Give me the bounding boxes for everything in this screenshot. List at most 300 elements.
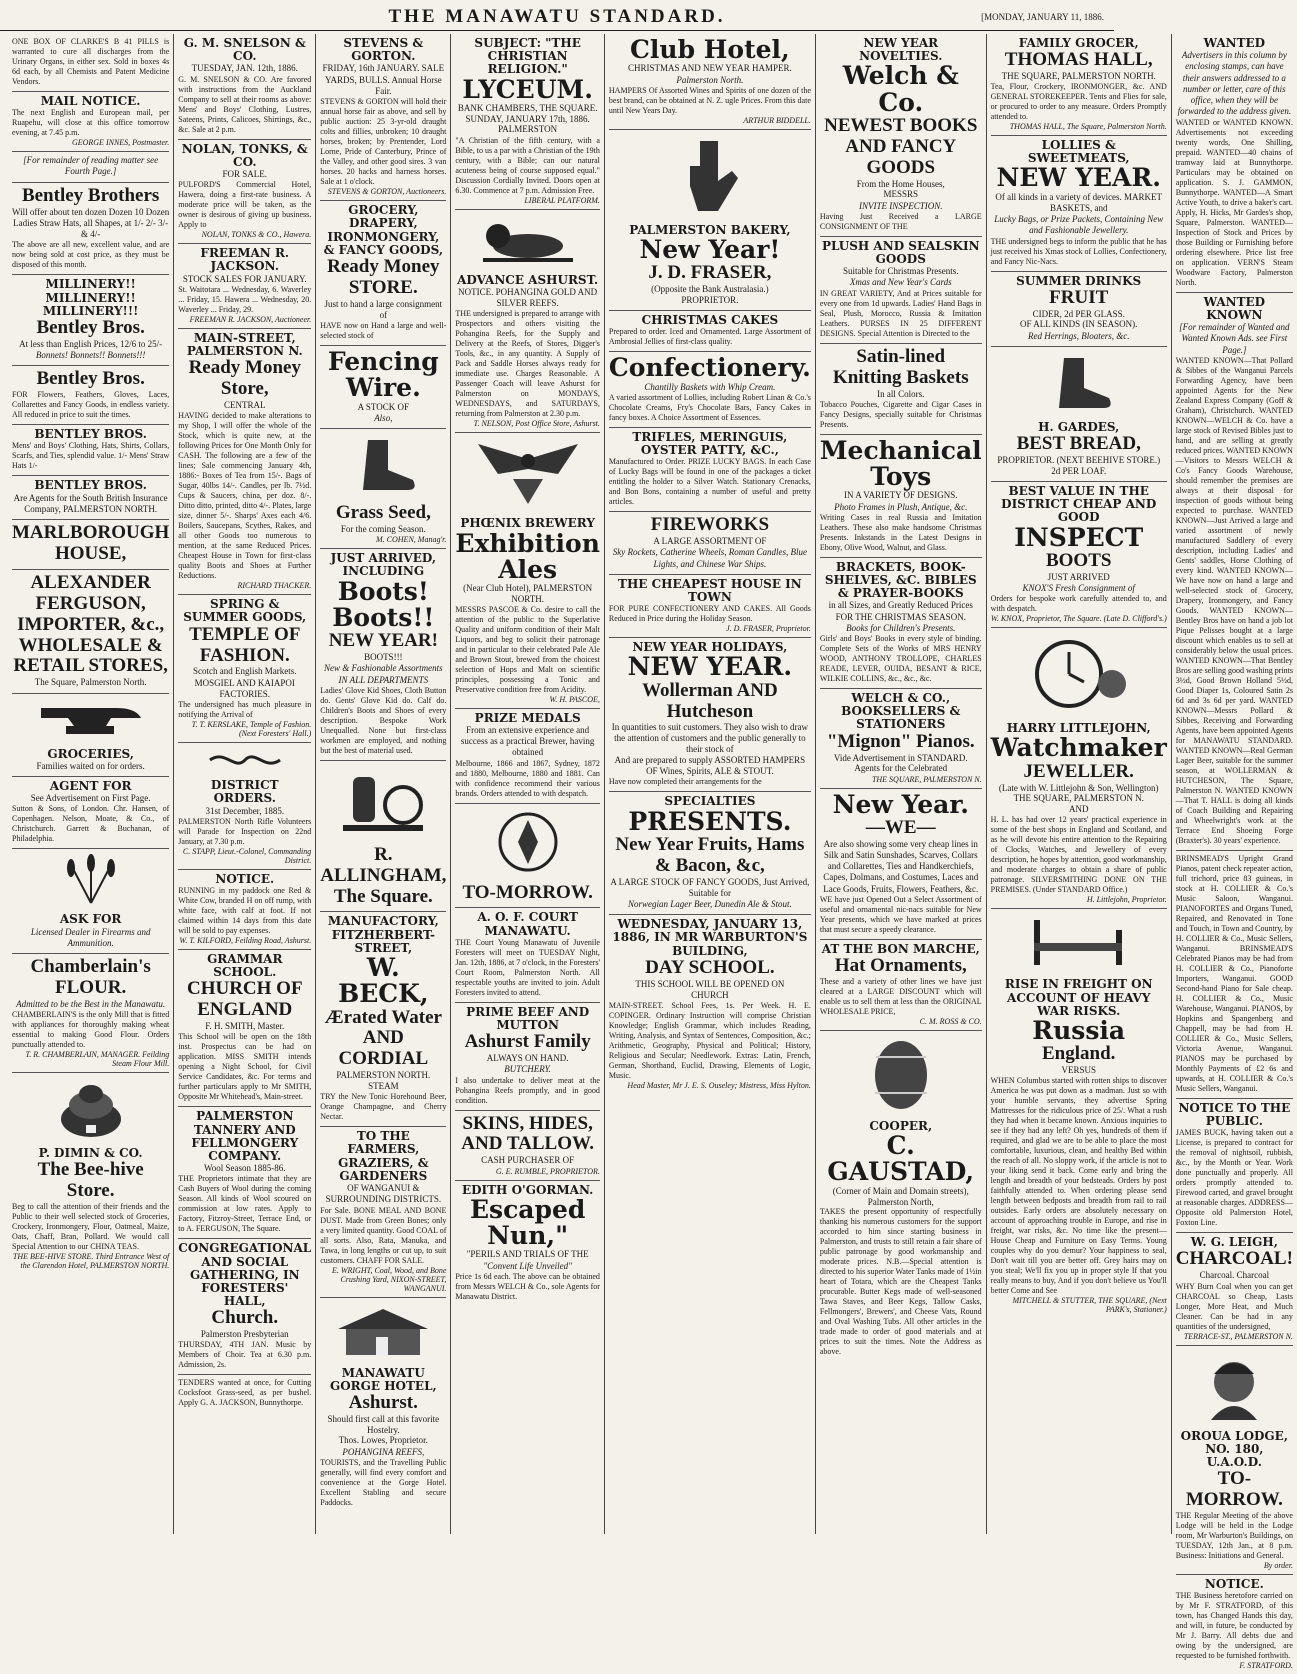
ad-sig: TERRACE-ST., PALMERSTON N. — [1183, 1331, 1293, 1341]
ad-big: New Year Fruits, Hams & Bacon, &c, — [615, 833, 805, 876]
ad-line: STEAM — [368, 1081, 399, 1092]
lion-icon — [455, 216, 600, 271]
ad-sig: J. D. FRASER, Proprietor. — [726, 624, 811, 634]
ad-body: The undersigned has much pleasure in notifying the Arrival of — [178, 700, 312, 720]
ad-big: Bentley Brothers — [21, 184, 160, 206]
ad-line: F. H. SMITH, Master. — [205, 1021, 285, 1032]
ad-line: Palmerston Presbyterian — [200, 1329, 289, 1340]
advertisement — [609, 130, 811, 311]
ad-line: AND — [1068, 804, 1089, 815]
ad-line: Will offer about ten dozen Dozen 10 Dozen Ladies Straw Hats, all Shapes, at 1/- 2/- 3/- & 4/- — [12, 206, 170, 240]
ad-h: NEW YEAR HOLIDAYS, — [632, 640, 788, 655]
advertisement — [12, 476, 169, 520]
ad-huge: Boots! Boots!! — [332, 576, 435, 632]
ad-sub: (Late with W. Littlejohn & Son, Wellington) THE SQUARE, PALMERSTON N. — [998, 782, 1159, 804]
advertisement — [991, 628, 1167, 909]
ad-ital: KNOX'S Fresh Consignment of — [1022, 582, 1135, 593]
ad-line: ALWAYS ON HAND. — [486, 1053, 569, 1064]
ad-ital: Xmas and New Year's Cards — [849, 277, 952, 288]
ad-big: JEWELLER. — [1023, 760, 1134, 782]
ad-big: Wollerman AND Hutcheson — [642, 679, 778, 722]
ad-h: MANUFACTORY, FITZHERBERT-STREET, — [327, 914, 439, 955]
advertisement — [320, 34, 446, 201]
ad-body: H. L. has had over 12 years' practical experience in some of the best shops in England and Scotland, and as he will devote his entire attention to the Repairing of Clocks, Watches, and Jewellery of every description, he hopes by attention, good workmanship, and moderate charges to obtain a share of public patronage. SILVERSMITHING DONE ON THE PREMISES. (Under STANDARD Office.) — [990, 815, 1167, 895]
ad-body: Prepared to order. Iced and Ornamented. Large Assortment of Ambrosial Jellies of first-class quality. — [608, 327, 811, 347]
ad-h: MAIL NOTICE. — [40, 94, 141, 108]
clock-icon — [991, 634, 1167, 719]
ad-ital: Palmerston North. — [676, 74, 744, 85]
advertisement — [178, 950, 311, 1107]
ad-big: SKINS, HIDES, AND TALLOW. — [461, 1112, 594, 1155]
ad-body: CHAMBERLAIN'S is the only Mill that is fitted with appliances for thoroughly making wheat essential to making Good Flour. Orders punctually attended to. — [12, 1010, 170, 1050]
ad-h: SUBJECT: "THE CHRISTIAN RELIGION." — [474, 36, 581, 77]
ad-body: MESSRS PASCOE & Co. desire to call the attention of the public to the Superlative Quality and uniform condition of their Malt Liquors, and beg to solicit their patronage and in particular to their celebrated Pale Ale and Brown Stout, brewed from the choicest selection of Hops and Malt on scientific principles, possessing a Tonic and Preservative condition free from Acidity. — [455, 604, 600, 694]
advertisement — [12, 570, 169, 694]
ad-huge: NEW YEAR. — [627, 652, 793, 682]
column-2 — [174, 34, 316, 1534]
ad-huge: Club Hotel, — [630, 35, 790, 64]
advertisement — [12, 954, 169, 1073]
column-3 — [316, 34, 451, 1534]
ad-big: ALEXANDER FERGUSON, IMPORTER, &c., WHOLESALE & RETAIL STORES, — [13, 571, 168, 677]
ad-line: And are prepared to supply ASSORTED HAMPERS OF Wines, Spirits, ALE & STOUT. — [614, 754, 806, 777]
ad-huge: Watchmaker — [990, 733, 1167, 763]
ad-ital: Books for Children's Presents. — [846, 622, 956, 633]
ad-body: Ladies' Glove Kid Shoes, Cloth Button do. Gents' Glove Kid do. Calf do. Children's Boots and Shoes of every description. Bespoke Work Unequalled. None but first-class workmen are employed, and nothing but the best of material used. — [320, 685, 447, 755]
ad-sub: From the Home Houses, — [856, 178, 945, 189]
boot-icon — [320, 435, 446, 500]
ad-big: MARLBOROUGH HOUSE, — [12, 522, 170, 564]
ad-huge: NEW YEAR. — [996, 163, 1161, 193]
ad-body: Sutton & Sons, of London. Chr. Hansen, of Copenhagen. Nelson, Moate, & Co., of Christchurch. Garrett & Buchanan, of Philadelphia. — [12, 804, 170, 844]
advertisement — [320, 549, 446, 761]
ad-sig: By order. — [1263, 1560, 1293, 1570]
barrel-icon — [820, 1037, 982, 1117]
ad-ital: Advertisers in this column by enclosing stamps, can have their answers addressed to a number or letter, care of this office, when they will be forwarded to the address given. — [1177, 50, 1292, 117]
ad-sig: T. T. KERSLAKE, Temple of Fashion. (Next Foresters' Hall.) — [191, 720, 312, 739]
ad-h: NEW YEAR NOVELTIES. — [859, 36, 943, 64]
ad-body: HAMPERS Of Assorted Wines and Spirits of one dozen of the best brand, can be obtained at N. Z. ugle Prices. From this date until New Years Day. — [608, 85, 811, 115]
ad-sig: H. Littlejohn, Proprietor. — [1086, 895, 1167, 905]
advertisement — [609, 638, 811, 792]
ad-sig: LIBERAL PLATFORM. — [524, 195, 600, 205]
ad-sig: C. M. ROSS & CO. — [919, 1017, 982, 1027]
ad-h: NOTICE. — [215, 871, 275, 886]
masthead — [0, 0, 1114, 31]
ad-ital: Sky Rockets, Catherine Wheels, Roman Candles, Blue Lights, and Chinese War Ships. — [612, 547, 807, 569]
ad-big: Grass Seed, — [335, 502, 431, 524]
ad-ital: Lucky Bags, or Prize Packets, Containing New and Fashionable Jewellery. — [994, 214, 1164, 236]
ad-line: CHURCH — [691, 989, 729, 1000]
ad-h: RISE IN FREIGHT ON ACCOUNT OF HEAVY WAR RISKS. — [1004, 977, 1153, 1018]
advertisement — [991, 272, 1167, 347]
court-icon — [455, 810, 600, 880]
ad-body: Melbourne, 1866 and 1867, Sydney, 1872 and 1880, Melbourne, 1880 and 1881. Can with confidence recommend their various brands. Orders attended to with despatch. — [455, 758, 600, 798]
advertisement — [820, 344, 982, 435]
ad-big: DAY SCHOOL. — [645, 956, 775, 978]
advertisement — [178, 140, 311, 245]
advertisement — [820, 789, 982, 940]
ad-line: in all Sizes, and Greatly Reduced Prices FOR THE CHRISTMAS SEASON. — [828, 600, 973, 622]
ad-line: Agents for the Celebrated — [854, 763, 948, 774]
ad-h: FAMILY GROCER, — [1018, 36, 1139, 50]
advertisement — [1176, 1575, 1293, 1674]
machine-icon — [320, 767, 446, 842]
ad-sub: (Near Club Hotel), PALMERSTON NORTH. — [463, 583, 593, 604]
ad-sig: G. E. RUMBLE, PROPRIETOR. — [495, 1166, 600, 1176]
ad-h: ADVANCE ASHURST. — [457, 272, 599, 287]
advertisement — [178, 595, 311, 743]
advertisement — [12, 92, 169, 152]
ad-h: W. G. LEIGH, — [1190, 1235, 1278, 1250]
ad-h: STEVENS & GORTON. — [343, 36, 424, 64]
ad-line: Just to hand a large consignment of — [324, 298, 443, 320]
ad-body: For Sale. BONE MEAL AND BONE DUST. Made from Green Bones; only a very limited quantity. Good COAL of all sorts. Also, Rata, Manuka, and Tawa, in long lengths or cut up, to suit customers. CHAFF FOR SALE. — [320, 1205, 447, 1265]
ad-sig: FREEMAN R. JACKSON, Auctioneer. — [189, 314, 312, 324]
ad-big: Hat Ornaments, — [834, 955, 967, 977]
ad-ital: New & Fashionable Assortments IN ALL DEPARTMENTS — [324, 663, 443, 685]
ad-body: G. M. SNELSON & CO. Are favored with instructions from the Auckland Company to sell at their rooms as above: Mens' and Boys' Clothing, Lustres, Sateens, Prints, Calicoes, Shirtings, &c., &c. Sale at 2 p.m. — [178, 74, 312, 134]
ad-ital: INVITE INSPECTION. — [859, 200, 943, 211]
advertisement — [1176, 1099, 1293, 1233]
ad-body: IN GREAT VARIETY, And at Prices suitable for every one from 1d upwards. Ladies' Hand Bags in Seal, Plush, Morocco, Russia & Imitation Leathers. PURSES IN 25 DIFFERENT DESIGNS. Special Attention is Directed to the — [819, 288, 982, 338]
advertisement — [455, 709, 600, 804]
ad-h: WANTED — [1203, 36, 1266, 50]
ad-sig: W. H. PASCOE, — [549, 694, 600, 704]
ad-h: WELCH & CO., BOOKSELLERS & STATIONERS — [841, 691, 961, 732]
ad-line: Are Agents for the South British Insurance Company, PALMERSTON NORTH. — [13, 492, 168, 514]
ad-sig: THOMAS HALL, The Square, Palmerston North. — [1009, 121, 1167, 131]
advertisement — [320, 912, 446, 1127]
ad-body: THE Proprietors intimate that they are Cash Buyers of Wool during the coming Season. All kinds of Wool scoured on commission at low rates. Apply to Factory, Fitzroy-Street, Terrace End, or to A. FERGUSON, The Square. — [178, 1174, 312, 1234]
advertisement — [178, 1375, 311, 1412]
ad-big: —WE— — [865, 816, 936, 838]
ad-body: Beg to call the attention of their friends and the Public to their well selected stock of Groceries, Crockery, Ironmongery, Flour, Oatmeal, Maize, Oats, Chaff, Bran, Pollard. We would call Special Attention to our CHINA TEAS. — [12, 1202, 170, 1252]
advertisement — [1176, 1233, 1293, 1345]
ad-huge: W. BECK, — [338, 953, 429, 1009]
ad-h: P. DIMIN & CO. — [38, 1146, 143, 1161]
ad-ital: POHANGINA REEFS, — [342, 1446, 425, 1457]
advertisement — [178, 870, 311, 950]
anvil-icon — [12, 700, 169, 745]
ad-body: TENDERS wanted at once, for Cutting Cocksfoot Grass-seed, as per bushel. Apply G. A. JACKSON, Bunnythorpe. — [178, 1378, 312, 1408]
ad-sig: GEORGE INNES, Postmaster. — [71, 138, 170, 148]
ad-big: CHURCH OF ENGLAND — [186, 978, 303, 1021]
advertisement — [320, 1298, 446, 1512]
ad-big: TO-MORROW. — [462, 881, 593, 903]
ad-h: GROCERY, DRAPERY, IRONMONGERY, & FANCY GOODS, — [323, 203, 444, 257]
eagle-icon — [455, 439, 600, 514]
ad-h: G. M. SNELSON & CO. — [183, 36, 306, 64]
ad-big: Church. — [211, 1307, 279, 1329]
ad-line: PROPRIETOR. — [681, 294, 739, 305]
ad-sig: C. STAPP, Lieut.-Colonel, Commanding District. — [182, 846, 312, 865]
advertisement — [991, 482, 1167, 628]
ad-h: HARRY LITTLEJOHN, — [1006, 721, 1151, 736]
column-4 — [451, 34, 605, 1534]
advertisement — [1176, 293, 1293, 851]
ad-h: NOLAN, TONKS, & CO. — [181, 141, 308, 169]
ad-sig: T. NELSON, Post Office Store, Ashurst. — [473, 419, 600, 429]
ad-big: England. — [1042, 1043, 1116, 1065]
advertisement — [178, 244, 311, 329]
ad-body: FOR PURE CONFECTIONERY AND CAKES. All Goods Reduced in Price during the Holiday Season. — [608, 604, 811, 624]
ad-body: TOURISTS, and the Travelling Public generally, will find every comfort and convenience at the Gorge Hotel. Excellent Stabling and secure Paddocks. — [320, 1457, 447, 1507]
ad-sub: THIS SCHOOL WILL BE OPENED ON — [635, 978, 785, 989]
ad-sig: M. COHEN, Manag'r. — [376, 535, 447, 545]
ad-big: Ready Money Store, — [188, 357, 301, 400]
ad-h: PALMERSTON TANNERY AND FELLMONGERY COMPANY. — [191, 1109, 299, 1163]
advertisement — [991, 909, 1167, 1318]
ad-big: Bentley Bros. — [36, 368, 145, 390]
ad-line: At less than English Prices, 12/6 to 25/- — [19, 338, 163, 349]
ad-sub: PROPRIETOR. (NEXT BEEHIVE STORE.) — [997, 454, 1161, 465]
ad-ital: Norwegian Lager Beer, Dunedin Ale & Stout. — [627, 899, 792, 910]
ad-sub: CIDER, 2d PER GLASS. — [1032, 308, 1125, 319]
column-5 — [605, 34, 816, 1534]
ad-line: TUESDAY, JAN. 12th, 1886. — [191, 63, 298, 74]
advertisement — [991, 136, 1167, 272]
ad-h: AGENT FOR — [49, 778, 132, 793]
advertisement — [12, 275, 169, 366]
ad-body: A varied assortment of Lollies, including Robert Linan & Co.'s Chocolate Creams, Fry's Chocolate Bars, Fancy Cakes in fancy boxes. A Choice Assortment of Essences. — [608, 392, 811, 422]
ad-body: STEVENS & GORTON will hold their annual horse fair as above, and sell by public auction: 25 3-yr-old draught colts and fillies, unbroken; 10 draught horses, broken; by Prentender, Lord Lorne, Pride of Canterbury, Prince of the Valley, and other good sires. 3 van horses. 20 hacks and harness horses. Sale at 1 o'clock. — [320, 97, 447, 187]
ad-big: Satin-lined Knitting Baskets — [832, 345, 969, 388]
advertisement — [609, 792, 811, 915]
ad-h: MAIN-STREET, PALMERSTON N. — [186, 330, 303, 359]
ad-body: Girls' and Boys' Books in every style of binding. Complete Sets of the Works of MRS HENRY WOOD, ANTHONY TROLLOPE, CHARLES READE, LEVER, OUIDA, BESANT & RICE, WILKIE COLLINS, &c., &c., &c. — [819, 634, 982, 684]
ad-body: THE undersigned begs to inform the public that he has just received his Xmas stock of Lollies, Confectionery, and Fancy Nic-Nacs. — [990, 236, 1167, 266]
advertisement — [609, 34, 811, 130]
ad-ital: Red Herrings, Bloaters, &c. — [1027, 330, 1130, 341]
ad-h: LOLLIES & SWEETMEATS, — [1027, 137, 1130, 166]
ad-big: CHARCOAL! — [1175, 1248, 1293, 1270]
advertisement — [609, 428, 811, 512]
advertisement — [820, 34, 982, 237]
ad-line: BOOTS!!! — [364, 652, 403, 663]
ad-h: EDITH O'GORMAN. — [461, 1182, 594, 1197]
ad-body: THE undersigned is prepared to arrange with Prospectors and others visiting the Pohangina Reefs, for the Supply and Delivery at the Reefs, of Stores, Digger's Tools, &c., in any quantity. A Supply of Pack and Saddle Horses always ready for immediate use. Charges Reasonable. A Passenger Coach will leave Ashurst for Palmerston on MONDAYS, WEDNESDAYS, and SATURDAYS, returning from Palmerston at 2.30 p.m. — [455, 309, 600, 419]
ad-huge: Escaped Nun," — [469, 1194, 586, 1251]
ad-big: NEW YEAR! — [328, 630, 438, 652]
ad-h: OROUA LODGE, NO. 180, U.A.O.D. — [1180, 1428, 1289, 1469]
ad-body: TRY the New Tonic Horehound Beer, Orange Champagne, and Cherry Nectar. — [320, 1092, 447, 1122]
ad-h: WANTED KNOWN — [1203, 294, 1266, 322]
ad-line: 31st December, 1885. — [205, 805, 285, 816]
advertisement — [12, 777, 169, 849]
ad-ital: Admitted to be the Best in the Manawatu. — [16, 998, 166, 1009]
ad-sig: W. KNOX, Proprietor, The Square. (Late D. Clifford's.) — [990, 614, 1167, 624]
newspaper-columns — [8, 34, 1293, 1671]
ad-h: MILLINERY!! MILLINERY!! MILLINERY!!! — [42, 277, 139, 318]
ad-sig: STEVENS & GORTON, Auctioneers. — [327, 187, 447, 197]
ad-huge: Exhibition Ales — [455, 528, 600, 584]
ad-line: Of all kinds in a variety of devices. MARKET BASKETS, and — [995, 191, 1163, 213]
advertisement — [12, 694, 169, 777]
ad-big: TEMPLE OF FASHION. — [189, 623, 301, 666]
bed-icon — [991, 915, 1167, 975]
ad-body: Having Just Received a LARGE CONSIGNMENT OF THE — [819, 211, 982, 231]
ad-big: THOMAS HALL, — [1004, 49, 1153, 71]
advertisement — [1176, 851, 1293, 1099]
advertisement — [455, 1181, 600, 1306]
ad-line: CHRISTMAS AND NEW YEAR HAMPER. — [628, 63, 792, 74]
house-icon — [320, 1304, 446, 1364]
advertisement — [820, 435, 982, 558]
ad-line: VERSUS — [1061, 1065, 1096, 1076]
ad-line: From an extensive experience and success as a practical Brewer, having obtained — [460, 724, 595, 758]
ad-sub: (Corner of Main and Domain streets), Palmerston North, — [832, 1185, 969, 1207]
ad-h: PALMERSTON BAKERY, — [629, 222, 791, 237]
advertisement — [991, 347, 1167, 482]
advertisement — [455, 433, 600, 708]
ad-sig: RICHARD THACKER. — [237, 581, 312, 591]
ad-huge: New Year! — [639, 234, 781, 264]
advertisement — [320, 1127, 446, 1297]
advertisement — [1176, 34, 1293, 293]
ad-big: BEST BREAD, — [1016, 433, 1141, 455]
ad-h: JUST ARRIVED, INCLUDING — [330, 551, 437, 579]
ad-huge: Mechanical Toys — [819, 435, 982, 491]
advertisement — [455, 1111, 600, 1181]
advertisement — [820, 1031, 982, 1361]
advertisement — [820, 558, 982, 689]
advertisement — [455, 908, 600, 1002]
ad-body: BRINSMEAD'S Upright Grand Pianos, patent check repeater action, full trichord, price 83 guineas, in stock at H. COLLIER & Co.'s Music Saloon, Wanganui. PIANOFORTES and Organs Tuned, Repaired, and Renovated in Tone and Touch, in Town and Country, by H. COLLIER & Co., Music Sellers, Wanganui. BRINSMEAD'S Celebrated Pianos may be had from H. COLLIER & Co., Pianoforte Importers, Wanganui. GOOD Second-hand Piano for Sale cheap. H. COLLIER & Co., Music Warehouse, Wanganui. PIANOS, by Hopkins and Spangenberg and Chappell, may be had from H. COLLIER & Co., Music Sellers, Victoria Avenue, Wanganui. PIANOS may be purchased by Monthly Payments of £2 6s and upwards, at H. COLLIER & Co.'s Music Sellers, Wanganui. — [1175, 853, 1293, 1093]
ad-body: WANTED KNOWN—That Pollard & Sibbes of the Wanganui Parcels Forwarding Agency, have been appointed Agents for the New Zealand Express Company (Goff & Graham), Christchurch. WANTED KNOWN—WELCH & Co. have a large stock of Revised Bibles just to hand, and are selling at greatly reduced prices. WANTED KNOWN—Visitors to Messrs WELCH & Co's Fancy Goods Warehouse, should remember the premises are always at their disposal for inspection of goods without being expected to purchase. WANTED KNOWN—Just Arrived a large and varied assortment of newly manufactured Saddlery of every description, including Ladies' and Gents' saddles, Horse Clothing of every kind. WANTED KNOWN—We have now on hand a large and well-selected stock of Grocery, Drapery, Ironmongery, and Fancy Goods. WANTED KNOWN—Bentley Bros have on hand a job lot Pique Pelisses bought at a large discount which enables us to sell at considerably below the usual prices. WANTED KNOWN—That Bentley Bros are selling good washing prints 3½d, Good Brown Holland 5½d, Good Diaper 1s, Coloured Satin 2s 6d and 3s 6d per yard. WANTED KNOWN—Messrs Pollard & Sibbes, Receiving and Forwarding Agents, have been appointed Agents for MANAWATU STANDARD. WANTED KNOWN—Real German Lager Beer, suitable for the summer season, at WOLLERMAN & HUTCHESON, The Square, Palmerston N. WANTED KNOWN—That T. HALL is doing all kinds of Coach Building and Repairing and Wheelwright's work at the Terrace End Shoeing Forge (Braxter's). 30 years' experience. — [1175, 355, 1293, 845]
advertisement — [178, 1239, 311, 1375]
ad-h: BENTLEY BROS. — [34, 478, 147, 493]
advertisement — [12, 425, 169, 476]
ad-h: TO THE FARMERS, GRAZIERS, & GARDENERS — [338, 1129, 429, 1183]
ad-big: Chamberlain's FLOUR. — [30, 956, 151, 998]
ad-h: SPRING & SUMMER GOODS, — [183, 597, 307, 625]
ad-huge: Fencing Wire. — [327, 347, 439, 403]
ad-sig: NOLAN, TONKS & CO., Hawera. — [201, 230, 312, 240]
ad-huge: LYCEUM. — [462, 74, 593, 104]
hive-icon — [12, 1079, 169, 1144]
ad-h: DISTRICT ORDERS. — [210, 778, 279, 806]
ad-line: IN A VARIETY OF DESIGNS. — [843, 490, 958, 501]
ad-body: Have now completed their arrangements for the — [608, 777, 762, 787]
ad-huge: INSPECT — [1014, 522, 1144, 552]
ad-big: FRUIT — [1049, 286, 1109, 308]
ad-body: These and a variety of other lines we have just cleared at a LARGE DISCOUNT which will enable us to sell them at less than the ORIGINAL WHOLESALE PRICE, — [819, 977, 982, 1017]
ad-h: THE CHEAPEST HOUSE IN TOWN — [618, 576, 802, 605]
advertisement — [455, 804, 600, 909]
knot-icon — [178, 749, 311, 776]
ad-line: Wool Season 1885-86. — [204, 1163, 286, 1174]
ad-sig: MITCHELL & STUTTER, THE SQUARE, (Next PARK's, Stationer.) — [1012, 1296, 1167, 1315]
ad-h: ASK FOR — [59, 912, 122, 927]
ad-line: For the coming Season. — [340, 524, 426, 535]
ad-sub: PALMERSTON NORTH. — [336, 1070, 431, 1081]
head-icon — [1176, 1352, 1293, 1427]
advertisement — [609, 915, 811, 1094]
ad-h: NOTICE. — [1204, 1576, 1264, 1591]
advertisement — [12, 183, 169, 276]
ad-line: 2d PER LOAF. — [1051, 465, 1107, 476]
advertisement — [455, 34, 600, 210]
ad-h: AT THE BON MARCHE, — [821, 941, 980, 956]
advertisement — [609, 512, 811, 575]
ad-line: Thos. Lowes, Proprietor. — [338, 1435, 428, 1446]
ad-body: I also undertake to deliver meat at the Pohangina Reefs promptly, and in good condition. — [455, 1075, 600, 1105]
ad-line: Are also showing some very cheap lines in Silk and Satin Sunshades, Scarves, Collars and Collarettes, Ties and Handkerchiefs, Capes, Dolmans, and Costumes, Laces and Lace Goods, Fruits, Flowers, Feathers, &c. — [823, 838, 979, 894]
advertisement — [991, 34, 1167, 136]
ad-big: The Bee-hive Store. — [37, 1159, 144, 1202]
ad-ital: [For remainder of reading matter see Fourth Page.] — [23, 155, 159, 177]
ad-body: PULFORD'S Commercial Hotel, Hawera, doing a first-rate business. A moderate price will be taken, as the owner is desirous of giving up business. Apply to — [178, 180, 312, 230]
ad-body: PALMERSTON North Rifle Volunteers will Parade for Inspection on 22nd January, at 7.30 p.m. — [178, 816, 312, 846]
ad-body: RUNNING in my paddock one Red & White Cow, branded H on off rump, with white face, with calf at foot. If not claimed within 14 days from this date will be sold to pay expenses. — [178, 886, 312, 935]
ad-big: Bentley Bros. — [36, 316, 145, 338]
column-8 — [1172, 34, 1297, 1671]
ad-body: THE Regular Meeting of the above Lodge will be held in the Lodge room, Mr Warburton's Buildings, on TUESDAY, 12th Jan., at 8 p.m. Business: Initiations and General. — [1175, 1510, 1293, 1560]
ad-big: TO-MORROW. — [1185, 1468, 1283, 1510]
ad-big: Ashurst. — [348, 1391, 418, 1413]
column-1 — [8, 34, 174, 1534]
ad-big: R. ALLINGHAM, The Square. — [320, 843, 447, 907]
ad-h: GRAMMAR SCHOOL. — [207, 952, 283, 980]
advertisement — [609, 352, 811, 428]
ad-h: SPECIALTIES — [664, 794, 756, 809]
advertisement — [320, 429, 446, 549]
ad-h: BEST VALUE IN THE DISTRICT CHEAP AND GOOD — [1001, 484, 1157, 525]
column-6 — [816, 34, 987, 1534]
ad-big: J. D. FRASER, — [648, 262, 772, 284]
ad-ital: [For remainder of Wanted and Wanted Known Ads. see First Page.] — [1179, 322, 1290, 355]
ad-h: CONGREGATIONAL AND SOCIAL GATHERING, IN FORESTERS' HALL, — [178, 1241, 312, 1309]
ad-line: Charcoal. Charcoal — [1199, 1270, 1270, 1281]
ad-big: Ærated Water AND CORDIAL — [324, 1006, 442, 1070]
ad-h: WEDNESDAY, JANUARY 13, 1886, IN MR WARBURTON'S BUILDING, — [612, 917, 808, 958]
advertisement — [455, 1003, 600, 1111]
ad-big: FIREWORKS — [650, 514, 770, 536]
ad-body: HAVING decided to make alterations to my Shop, I will offer the whole of the Stock, which is quite new, at the following Prices for One Month Only for CASH. The following are a few of the lines; Sale commencing January 4th, 1886:- Boxes of Tea from 15/-. Bags of Sugar, 40lbs 14/-. Candles, per lb. 7½d. Cups & Saucers, china, per doz. 8/-. Ditto ditto, printed, ditto 4/-. Plates, large size, dinner 5/-. Sharps' Axes each 4/6. Boilers, Saucepans, Scythes, Rakes, and all other Goods too numerous to mention, at the same Reduced Prices. Cheapest House in Town for first-class quality Boots and Shoes at Further Reductions. — [178, 411, 312, 581]
hand-icon — [609, 136, 811, 221]
ad-h: COOPER, — [869, 1119, 933, 1134]
ad-line: OF ALL KINDS (IN SEASON). — [1020, 319, 1138, 330]
advertisement — [820, 940, 982, 1031]
ad-h: A. O. F. COURT MANAWATU. — [477, 910, 578, 938]
ad-body: WANTED or WANTED KNOWN. Advertisements not exceeding twenty words, One Shilling, prepaid. WANTED—40 chains of tramway laid at Bunnythorpe. Particulars may be obtained on application. S. J. GAMMON, Bunnythorpe. WANTED—A Smart Active Youth, to drive a baker's cart. Apply, H. Hicks, Mr Gardes's shop, Square, Palmerston. WANTED—Inspection of Stock and Prices by those Building or Furnishing before ordering elsewhere. Price list free on application. VERN'S Steam Woodware Factory, Palmerston North. — [1175, 117, 1293, 287]
ad-body: Tobacco Pouches, Cigarette and Cigar Cases in Fancy Designs, specially suitable for Christmas Presents. — [819, 399, 982, 429]
ad-sig: THE SQUARE, PALMERSTON N. — [871, 774, 982, 784]
advertisement — [12, 152, 169, 183]
advertisement — [178, 329, 311, 595]
ad-body: TAKES the present opportunity of respectfully thanking his numerous customers for the support accorded to him since starting business in Palmerston, and trusts to still retain a fair share of public patronage by good workmanship and moderate prices. N.B.—Special attention is directed to his superior Water Tanks made of 1½in heart of Totara, which are the Cheapest Tanks procurable. Butter Kegs made of well-seasoned Tawa Staves, and Beer Kegs, Tallow Casks, Fellmongers', Brewers', and Cheese Vats, Round and Oval Washing Tubs. All other articles in the trade made to order of good materials and at prices to suit the times. Note the Address as above. — [819, 1207, 982, 1357]
ad-body: ONE BOX OF CLARKE'S B 41 PILLS is warranted to cure all discharges from the Urinary Organs, in either sex. Sold in boxes 4s 6d each, by all Chemists and Patent Medicine Vendors. — [12, 37, 170, 86]
ad-body: HAVE now on Hand a large and well-selected stock of — [320, 321, 447, 341]
ad-sig: F. STRATFORD. — [1239, 1661, 1293, 1671]
ad-body: THE Court Young Manawatu of Juvenile Foresters will meet on TUESDAY Night, Jan. 12th, 1886, at 7 o'clock, in the Foresters' Court Room, Palmerston North. All respectable youths are invited to join. Adult Foresters invited to attend. — [455, 937, 600, 997]
ad-h: PHŒNIX BREWERY — [460, 516, 595, 531]
ad-huge: Welch & Co. — [842, 61, 959, 117]
ad-body: WHEN Columbus started with rotten ships to discover America he was put down as a madman. Just so with your humble servants, they advertise Spring Mattresses for the ridiculous price of 25/. What a rush they had when it became known. Anxious inquiries to see if they had any left? Oh yes, hundreds of them if required, and glad we are to be able to place the most comfortable, luxurious, clean, and healthy Bed within the reach of all. No sloppy work, if the article is not to your liking send it back. Come early and bring the length and breadth of your bedsteads. Orders by post faithfully attended to. When ordering please send length between bedposts and breadth from rail to rail outsides. Early orders are absolutely necessary on account of approaching trouble in Europe, and rise in freight, war risks, &c. No time like the present—House Cheap and Furniture on Easy Terms. Young couples why do you demur? Your happiness to seal, Don't wait till you are better off. Grey hairs may on you steal; We'll fix you up in proper style If that you really means to buy, And if you don't believe us You'll better Come and See — [990, 1076, 1167, 1296]
ad-body: This School will be open on the 18th inst. Prospectus can be had on application. MISS SMITH intends opening a Night School, for Civil Service Candidates, &c. For terms and further particulars apply to Mr SMITH, Opposite Mr Whitehead's, Main-street. — [178, 1032, 312, 1102]
ad-line: FOR SALE. — [222, 169, 268, 179]
ad-h: NOTICE TO THE PUBLIC. — [1178, 1100, 1291, 1128]
ad-sig: ARTHUR BIDDELL. — [743, 115, 811, 125]
ad-line: FRIDAY, 16th JANUARY. SALE YARDS, BULLS. Annual Horse Fair. — [322, 63, 445, 96]
ad-sig: T. R. CHAMBERLAIN, MANAGER. Feilding Steam Flour Mill. — [25, 1050, 170, 1069]
ad-body: THURSDAY, 4TH JAN. Music by Members of Choir. Tea at 6.30 p.m. Admission, 2s. — [178, 1340, 312, 1370]
ad-ital: Licensed Dealer in Firearms and Ammunition. — [30, 926, 151, 948]
ad-sub: Vide Advertisement in STANDARD. — [833, 752, 968, 763]
advertisement — [12, 34, 169, 92]
ad-h: CHRISTMAS CAKES — [641, 313, 779, 328]
